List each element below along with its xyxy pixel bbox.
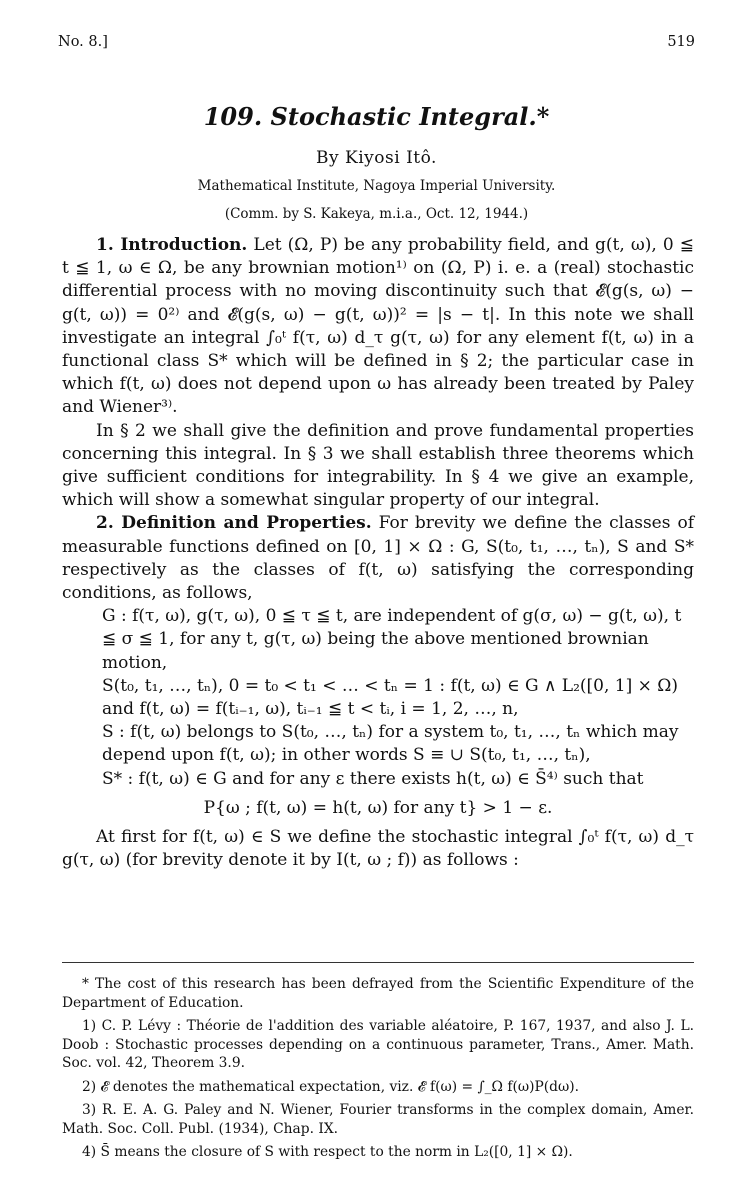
footnotes: [62, 975, 694, 1167]
footnote-3: 3) R. E. A. G. Paley and N. Wiener, Fourier transforms in the complex domain, Amer. Math. Soc. Coll. Publ. (1934), Chap. IX.: [62, 1102, 694, 1137]
footnote-2: 2) 𝓔 denotes the mathematical expectation, viz. 𝓔 f(ω) = ∫_Ω f(ω)P(dω).: [82, 1078, 580, 1095]
footnote-star: * The cost of this research has been defrayed from the Scientific Expenditure of the Department of Education.: [62, 976, 694, 1011]
definitions-paragraph: [62, 512, 694, 605]
integral-definition-paragraph: At first for f(t, ω) ∈ S we define the stochastic integral ∫₀ᵗ f(τ, ω) d_τ g(τ, ω) (for brevity denote it by I(t, ω ; f)) as follows :: [62, 827, 694, 871]
introduction-text: Let (Ω, P) be any probability field, and g(t, ω), 0 ≦ t ≦ 1, ω ∈ Ω, be any brownian motion¹⁾ on (Ω, P) i. e. a (real) stochastic differential process with no moving discontinuity such that 𝓔(g(s, ω) − g(t, ω)) = 0²⁾ and 𝓔(g(s, ω) − g(t, ω))² = |s − t|. In this note we shall investigate an integral ∫₀ᵗ f(τ, ω) d_τ g(τ, ω) for any element f(t, ω) in a functional class S* which will be defined in § 2; the particular case in which f(t, ω) does not depend upon ω has already been treated by Paley and Wiener³⁾.: [62, 235, 694, 418]
footnote-1: 1) C. P. Lévy : Théorie de l'addition des variable aléatoire, P. 167, 1937, and also J. L. Doob : Stochastic processes depending on a continuous parameter, Trans., Amer. Math. Soc. vol. 42, Theorem 3.9.: [62, 1018, 694, 1071]
introduction-paragraph: [62, 234, 694, 420]
footnote-rule: [62, 962, 694, 963]
affiliation: Mathematical Institute, Nagoya Imperial University.: [197, 178, 556, 194]
definition-S: S : f(t, ω) belongs to S(t₀, …, tₙ) for a system t₀, t₁, …, tₙ which may depend upon f(t, ω); in other words S ≡ ∪ S(t₀, t₁, …, tₙ),: [102, 722, 679, 766]
definition-S-partition: S(t₀, t₁, …, tₙ), 0 = t₀ < t₁ < … < tₙ = 1 : f(t, ω) ∈ G ∧ L₂([0, 1] × Ω) and f(t, ω) = f(tᵢ₋₁, ω), tᵢ₋₁ ≦ t < tᵢ, i = 1, 2, …, n,: [102, 675, 679, 720]
issue-number: No. 8.]: [58, 34, 108, 50]
display-equation: P{ω ; f(t, ω) = h(t, ω) for any t} > 1 − ε.: [203, 797, 553, 818]
page-number: 519: [667, 34, 695, 50]
section-heading-introduction: 1. Introduction.: [96, 235, 248, 255]
paper-title: 109. Stochastic Integral.*: [203, 102, 550, 131]
definition-G: G : f(τ, ω), g(τ, ω), 0 ≦ τ ≦ t, are independent of g(σ, ω) − g(t, ω), t ≦ σ ≦ 1, for any t, g(τ, ω) being the above mentioned brownian motion,: [102, 606, 682, 673]
outline-paragraph: In § 2 we shall give the definition and prove fundamental properties concerning this integral. In § 3 we shall establish three theorems which give sufficient conditions for integrability. In § 4 we give an example, which will show a somewhat singular property of our integral.: [62, 420, 694, 511]
section-heading-definition: 2. Definition and Properties.: [96, 513, 372, 534]
author-line: By Kiyosi Itô.: [316, 148, 437, 168]
footnote-4: 4) S̄ means the closure of S with respect to the norm in L₂([0, 1] × Ω).: [82, 1144, 573, 1160]
definitions-intro-text: For brevity we define the classes of measurable functions defined on [0, 1] × Ω : G, S(t₀, t₁, …, tₙ), S and S* respectively as the classes of f(t, ω) satisfying the corresponding conditions, as follows,: [62, 513, 694, 604]
running-head: [58, 34, 695, 54]
body-text: [62, 234, 694, 872]
communicated-line: (Comm. by S. Kakeya, m.i.a., Oct. 12, 1944.): [224, 206, 529, 222]
definition-S-star: S* : f(t, ω) ∈ G and for any ε there exists h(t, ω) ∈ S̄⁴⁾ such that: [102, 768, 644, 789]
